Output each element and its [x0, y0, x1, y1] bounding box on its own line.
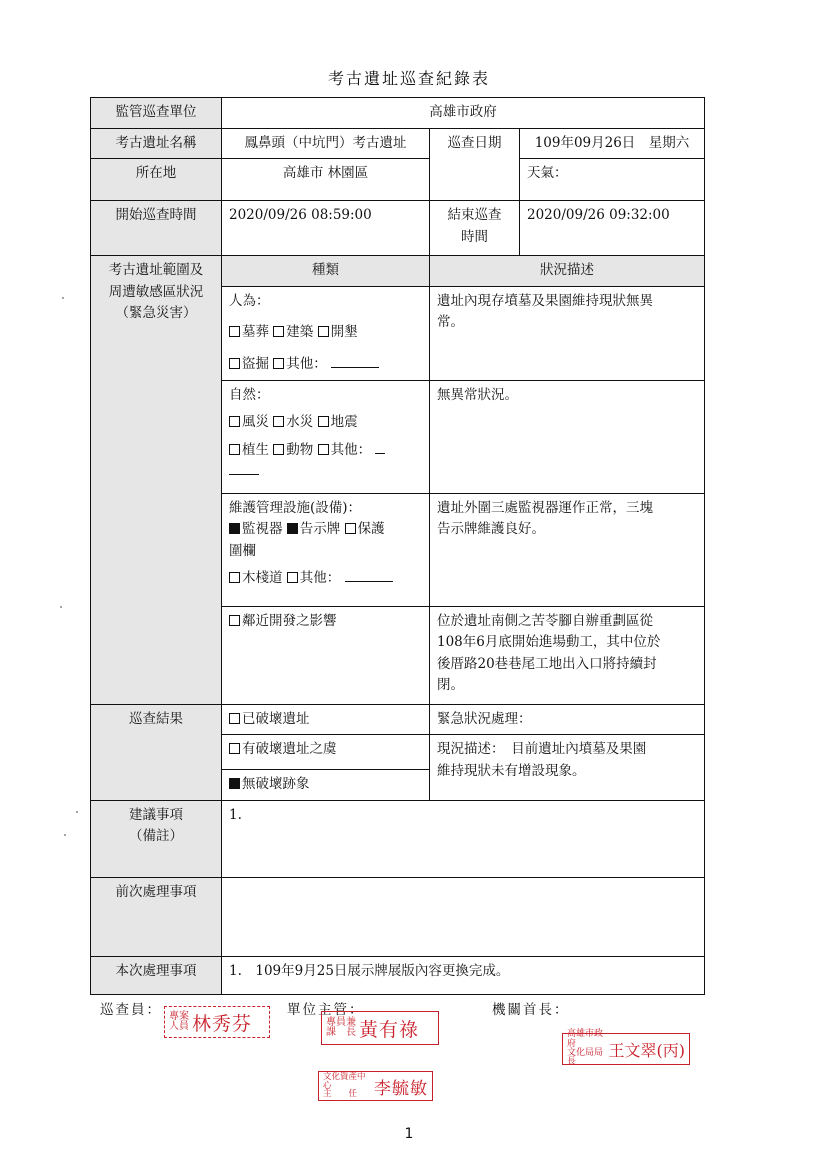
sensitive-label-line3: （緊急災害）	[115, 305, 197, 322]
supervisor-label: 單位主管：	[287, 1002, 365, 1018]
scan-speck	[76, 811, 78, 813]
looting-checkbox[interactable]	[229, 358, 240, 369]
development-cell	[222, 606, 430, 704]
human-desc-line2: 常。	[437, 314, 464, 331]
agency-label: 監管巡查單位	[91, 98, 222, 129]
clearing-label: 開墾	[330, 324, 358, 341]
animal-checkbox[interactable]	[273, 444, 284, 455]
location-label: 所在地	[91, 159, 222, 201]
sign-label: 告示牌	[299, 521, 341, 538]
head-stamp-name: 王文翠(丙)	[608, 1040, 685, 1060]
clearing-checkbox[interactable]	[318, 326, 329, 337]
facility-desc-line2: 告示牌維護良好。	[437, 521, 545, 538]
result-label: 巡查結果	[91, 704, 222, 800]
human-other-checkbox[interactable]	[273, 358, 284, 369]
suggestion-label	[91, 800, 222, 877]
end-time-value: 2020/09/26 09:32:00	[520, 201, 705, 256]
supervisor-stamp-name: 黃有祿	[359, 1018, 420, 1041]
cultural-stamp-title2: 主 任	[323, 1089, 358, 1100]
destroyed-label: 已破壞遺址	[242, 710, 310, 727]
flood-checkbox[interactable]	[273, 416, 284, 427]
previous-handling-label: 前次處理事項	[91, 877, 222, 956]
scan-speck	[62, 297, 64, 299]
cultural-stamp-name: 李毓敏	[374, 1078, 428, 1099]
end-time-label-line1: 結束巡查	[447, 207, 502, 224]
current-handling-label: 本次處理事項	[91, 956, 222, 994]
form-title: 考古遺址巡查紀錄表	[327, 69, 490, 88]
end-time-label	[430, 201, 520, 256]
boardwalk-label: 木棧道	[242, 570, 283, 587]
facility-description	[430, 493, 705, 606]
suggestion-label-line2: （備註）	[129, 828, 183, 845]
previous-handling-value	[222, 877, 705, 956]
nature-other-checkbox[interactable]	[318, 444, 329, 455]
sensitive-label-line2: 周遭敏感區狀況	[108, 283, 204, 300]
development-desc-line2: 108年6月底開始進場動工，其中位於	[437, 634, 661, 651]
nature-other-blank-cont[interactable]	[229, 474, 259, 475]
inspector-stamp	[164, 1006, 270, 1038]
patrol-record-table	[90, 97, 705, 995]
burial-label: 墓葬	[242, 324, 269, 341]
sensitive-area-label	[91, 256, 222, 704]
current-status	[430, 735, 705, 801]
boardwalk-checkbox[interactable]	[229, 572, 240, 583]
supervisor-stamp	[321, 1011, 439, 1045]
animal-label: 動物	[286, 441, 314, 458]
no-damage-checkbox[interactable]	[229, 778, 240, 789]
patrol-date-label: 巡查日期	[430, 128, 520, 201]
site-name-label: 考古遺址名稱	[91, 128, 222, 159]
head-stamp-title1: 高雄市政府	[567, 1029, 604, 1049]
emergency-handling: 緊急狀況處理：	[430, 704, 705, 735]
cctv-label: 監視器	[242, 521, 283, 538]
sensitive-label-line1: 考古遺址範圍及	[108, 262, 204, 279]
cctv-checkbox[interactable]	[229, 523, 240, 534]
human-heading: 人為：	[229, 292, 270, 309]
plant-label: 植生	[242, 441, 269, 458]
cultural-stamp-title1: 文化資產中心	[323, 1071, 366, 1091]
start-time-value: 2020/09/26 08:59:00	[222, 201, 430, 256]
end-time-label-line2: 時間	[461, 228, 488, 245]
suggestion-value: 1.	[222, 800, 705, 877]
human-factor-cell	[222, 286, 430, 380]
human-other-label: 其他：	[286, 355, 327, 372]
facility-other-checkbox[interactable]	[287, 572, 298, 583]
facility-desc-line1: 遺址外圍三處監視器運作正常，三塊	[437, 499, 653, 516]
current-status-line1: 現況描述： 目前遺址內墳墓及果園	[437, 741, 647, 758]
risk-option	[222, 735, 430, 770]
head-stamp-title2: 文化局局長	[567, 1048, 604, 1068]
page-number: 1	[404, 1126, 414, 1142]
nature-heading: 自然：	[229, 386, 270, 403]
supervisor-stamp-title1: 專員兼	[326, 1016, 356, 1028]
scan-speck	[60, 606, 62, 608]
head-label: 機關首長：	[492, 1002, 570, 1018]
human-description	[430, 286, 705, 380]
inspector-stamp-title2: 人員	[169, 1021, 189, 1032]
protect-fence-checkbox[interactable]	[345, 523, 356, 534]
nature-description: 無異常狀況。	[430, 380, 705, 493]
no-damage-option	[222, 770, 430, 801]
location-value: 高雄市 林園區	[222, 159, 430, 201]
development-checkbox[interactable]	[229, 615, 240, 626]
type-column-header: 種類	[222, 256, 430, 287]
quake-checkbox[interactable]	[318, 416, 329, 427]
agency-value: 高雄市政府	[222, 98, 705, 129]
building-label: 建築	[286, 324, 314, 341]
description-column-header: 狀況描述	[430, 256, 705, 287]
development-desc-line3: 後厝路20巷巷尾工地出入口將持續封	[437, 655, 657, 672]
patrol-date-value: 109年09月26日 星期六	[520, 128, 705, 159]
destroyed-checkbox[interactable]	[229, 713, 240, 724]
flood-label: 水災	[286, 414, 314, 431]
start-time-label: 開始巡查時間	[91, 201, 222, 256]
facility-other-label: 其他：	[299, 570, 341, 587]
site-name-value: 鳳鼻頭（中坑門）考古遺址	[222, 128, 430, 159]
nature-factor-cell	[222, 380, 430, 493]
weather-label: 天氣：	[520, 159, 705, 201]
wind-checkbox[interactable]	[229, 416, 240, 427]
protect-label: 保護	[357, 521, 385, 538]
risk-label: 有破壞遺址之虞	[242, 741, 337, 758]
building-checkbox[interactable]	[273, 326, 284, 337]
development-label: 鄰近開發之影響	[242, 612, 337, 629]
human-desc-line1: 遺址內現存墳墓及果園維持現狀無異	[437, 292, 653, 309]
cultural-center-stamp	[318, 1071, 433, 1101]
development-desc-line4: 閉。	[437, 677, 464, 694]
destroyed-option	[222, 704, 430, 735]
protect-label-cont: 圍欄	[229, 542, 256, 559]
nature-other-blank[interactable]	[375, 453, 385, 454]
looting-label: 盜掘	[242, 355, 269, 372]
nature-other-label: 其他：	[330, 441, 372, 458]
quake-label: 地震	[330, 414, 358, 431]
facility-other-blank[interactable]	[345, 581, 393, 582]
inspector-stamp-name: 林秀芬	[192, 1012, 253, 1035]
inspector-label: 巡查員：	[100, 1002, 162, 1018]
no-damage-label: 無破壞跡象	[242, 776, 310, 793]
burial-checkbox[interactable]	[229, 326, 240, 337]
suggestion-label-line1: 建議事項	[129, 806, 183, 823]
facility-cell	[222, 493, 430, 606]
wind-label: 風災	[242, 414, 269, 431]
inspector-stamp-title1: 專案	[169, 1010, 189, 1022]
development-description	[430, 606, 705, 704]
sign-checkbox[interactable]	[287, 523, 298, 534]
head-stamp	[562, 1029, 690, 1068]
current-handling-value: 1. 109年9月25日展示牌展版內容更換完成。	[222, 956, 705, 994]
human-other-blank[interactable]	[331, 367, 379, 368]
supervisor-stamp-title2: 課 長	[326, 1027, 356, 1038]
plant-checkbox[interactable]	[229, 444, 240, 455]
risk-checkbox[interactable]	[229, 743, 240, 754]
development-desc-line1: 位於遺址南側之苦苓腳自辦重劃區從	[437, 612, 653, 629]
facility-heading: 維護管理設施(設備)：	[229, 499, 362, 516]
scan-speck	[64, 834, 66, 836]
current-status-line2: 維持現狀未有增設現象。	[437, 762, 586, 779]
